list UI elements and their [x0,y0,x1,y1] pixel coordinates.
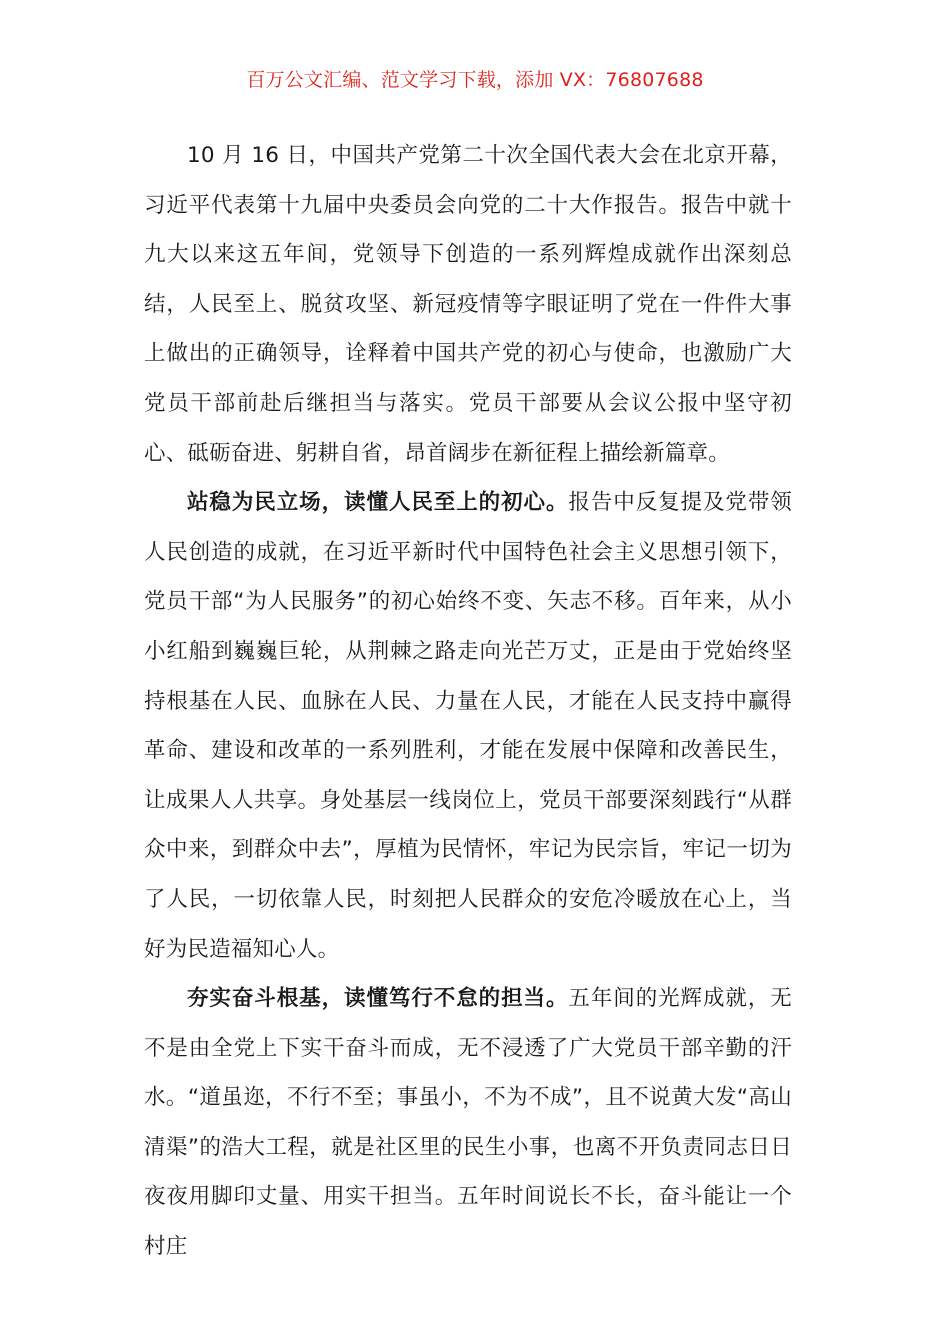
paragraph-intro-text: 10 月 16 日，中国共产党第二十次全国代表大会在北京开幕，习近平代表第十九届中央委员会向党的二十大作报告。报告中就十九大以来这五年间，党领导下创造的一系列辉煌成就作出深刻总结，人民至上、脱贫攻坚、新冠疫情等字眼证明了党在一件件大事上做出的正确领导，诠释着中国共产党的初心与使命，也激励广大党员干部前赴后继担当与落实。党员干部要从会议公报中坚守初心、砥砺奋进、躬耕自省，昂首阔步在新征程上描绘新篇章。 [144,143,792,466]
paragraph-struggle-text: 五年间的光辉成就，无不是由全党上下实干奋斗而成，无不浸透了广大党员干部辛勤的汗水。“道虽迩，不行不至；事虽小，不为不成”，且不说黄大发“高山清渠”的浩大工程，就是社区里的民生小事，也离不开负责同志日日夜夜用脚印丈量、用实干担当。五年时间说长不长，奋斗能让一个村庄 [144,986,792,1260]
paragraph-struggle [144,974,792,1272]
paragraph-people-first [144,478,792,974]
paragraph-struggle-heading: 夯实奋斗根基，读懂笃行不怠的担当。 [187,986,569,1012]
paragraph-intro [144,131,792,478]
paragraph-people-first-text: 报告中反复提及党带领人民创造的成就，在习近平新时代中国特色社会主义思想引领下，党员干部“为人民服务”的初心始终不变、矢志不移。百年来，从小小红船到巍巍巨轮，从荆棘之路走向光芒万丈，正是由于党始终坚持根基在人民、血脉在人民、力量在人民，才能在人民支持中赢得革命、建设和改革的一系列胜利，才能在发展中保障和改善民生，让成果人人共享。身处基层一线岗位上，党员干部要深刻践行“从群众中来，到群众中去”，厚植为民情怀，牢记为民宗旨，牢记一切为了人民，一切依靠人民，时刻把人民群众的安危冷暖放在心上，当好为民造福知心人。 [144,490,792,962]
watermark-header: 百万公文汇编、范文学习下载，添加 VX：76807688 [246,69,704,91]
paragraph-people-first-heading: 站稳为民立场，读懂人民至上的初心。 [187,490,569,516]
document-body [144,131,792,1272]
